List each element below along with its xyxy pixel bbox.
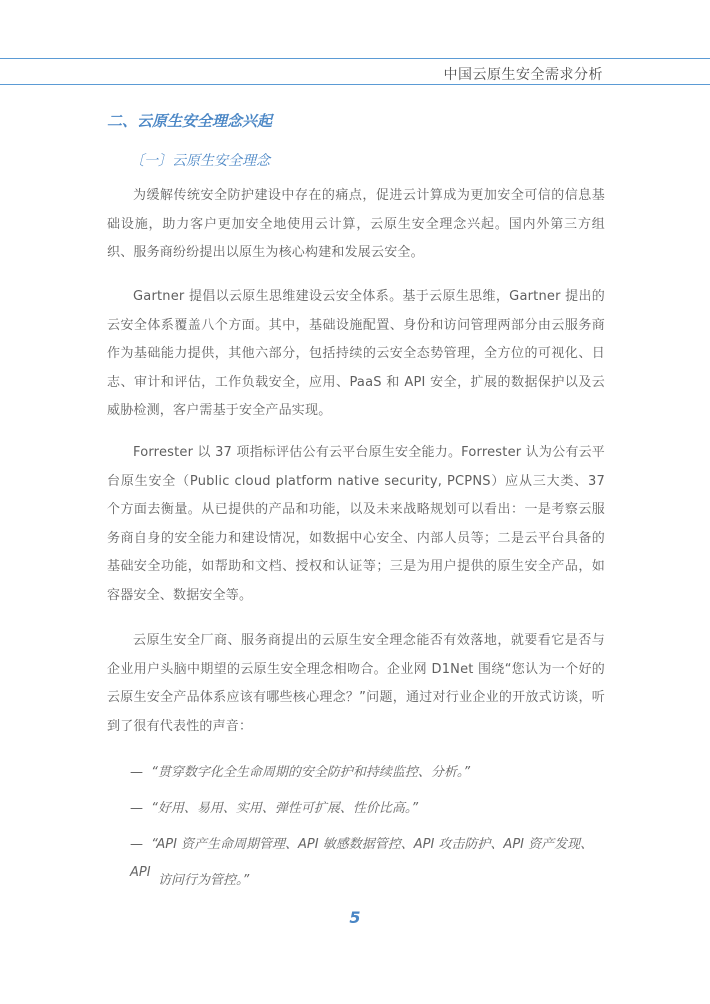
paragraph-forrester: Forrester 以 37 项指标评估公有云平台原生安全能力。Forrester 认为公有云平台原生安全（Public cloud platform native security, PCPNS）应从三大类、37 个方面去衡量。从已提供的产品和功能，以及未来战略规划可以看出：一是考察云服务商自身的安全能力和建设情况，如数据中心安全、内部人员等；二是云平台具备的基础安全功能，如帮助和文档、授权和认证等；三是为用户提供的原生安全产品，如容器安全、数据安全等。 <box>107 445 605 603</box>
section-heading: 二、云原生安全理念兴起 <box>107 112 273 130</box>
quote-text: “好用、易用、实用、弹性可扩展、性价比高。” <box>151 801 419 816</box>
quote-item <box>130 759 470 787</box>
paragraph-intro: 为缓解传统安全防护建设中存在的痛点，促进云计算成为更加安全可信的信息基础设施，助力客户更加安全地使用云计算，云原生安全理念兴起。国内外第三方组织、服务商纷纷提出以原生为核心构建和发展云安全。 <box>107 188 605 260</box>
header-bottom-rule <box>0 84 710 85</box>
quote-dash: — <box>130 837 143 852</box>
quote-continuation: 访问行为管控。” <box>158 873 250 888</box>
quote-text: “API 资产生命周期管理、API 敏感数据管控、API 攻击防护、API 资产发现、API <box>130 837 594 880</box>
quote-text: “贯穿数字化全生命周期的安全防护和持续监控、分析。” <box>151 765 471 780</box>
quote-item <box>130 795 418 823</box>
sub-heading: 〔一〕云原生安全理念 <box>130 153 270 169</box>
paragraph-d1net: 云原生安全厂商、服务商提出的云原生安全理念能否有效落地，就要看它是否与企业用户头脑中期望的云原生安全理念相吻合。企业网 D1Net 围绕“您认为一个好的云原生安全产品体系应该有哪些核心理念？”问题，通过对行业企业的开放式访谈，听到了很有代表性的声音： <box>107 633 605 734</box>
document-header-title: 中国云原生安全需求分析 <box>443 67 603 83</box>
paragraph-gartner: Gartner 提倡以云原生思维建设云安全体系。基于云原生思维，Gartner 提出的云安全体系覆盖八个方面。其中，基础设施配置、身份和访问管理两部分由云服务商作为基础能力提供，其他六部分，包括持续的云安全态势管理，全方位的可视化、日志、审计和评估，工作负载安全，应用、PaaS 和 API 安全，扩展的数据保护以及云威胁检测，客户需基于安全产品实现。 <box>107 289 605 418</box>
quote-dash: — <box>130 801 143 816</box>
quote-dash: — <box>130 765 143 780</box>
page-number: 5 <box>349 908 361 927</box>
header-top-rule <box>0 58 710 59</box>
